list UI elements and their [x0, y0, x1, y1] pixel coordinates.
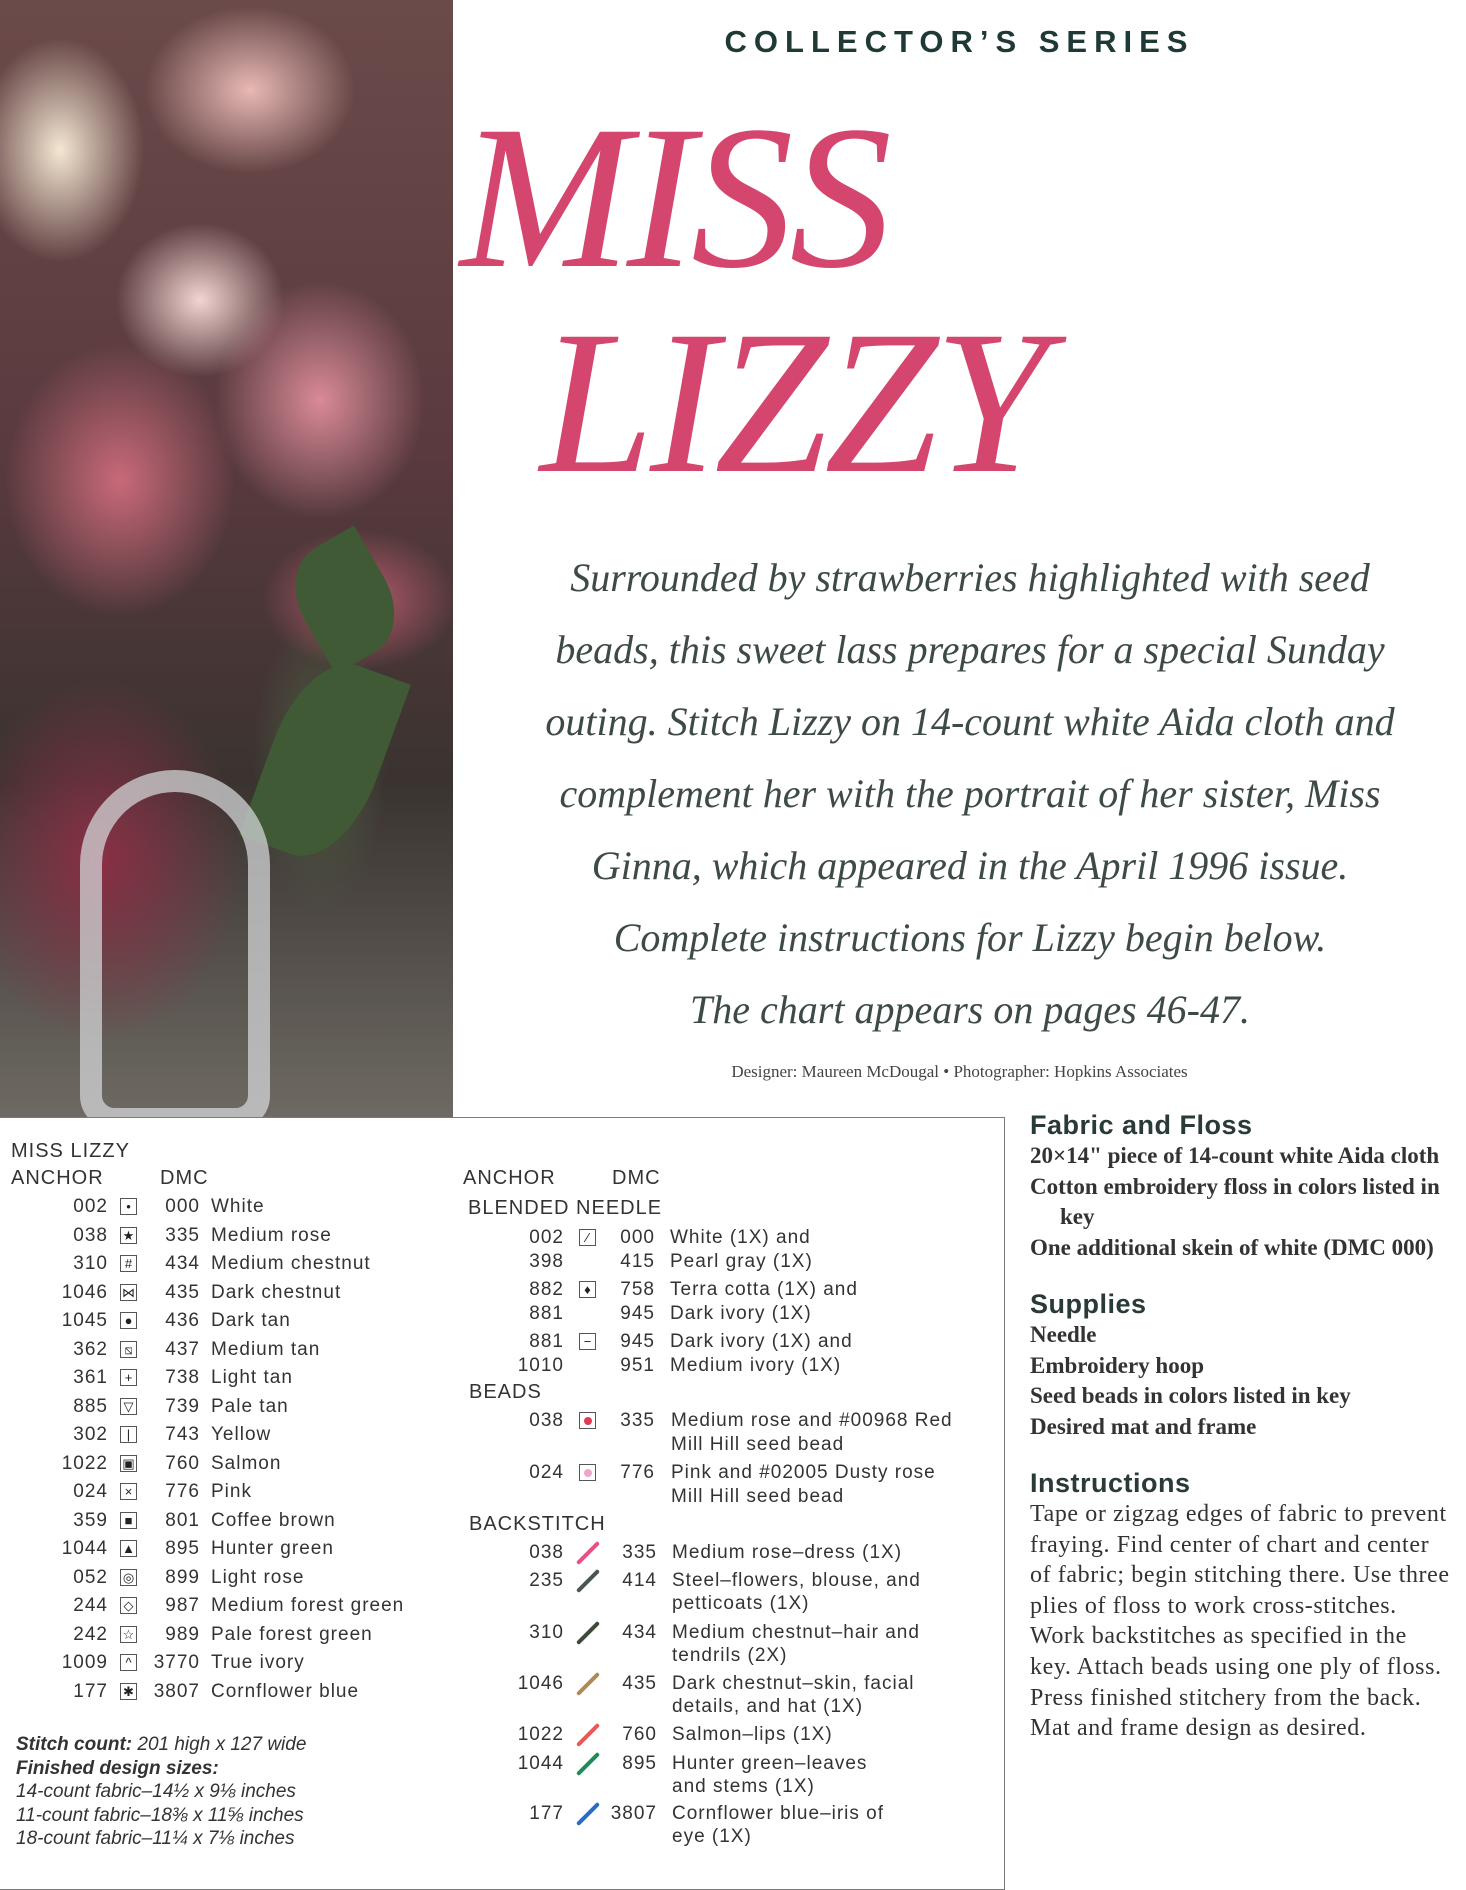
backstitch-name: Steel–flowers, blouse, and: [672, 1570, 921, 1591]
blended-anchor: 1010: [517, 1355, 564, 1376]
finished-sizes-label: Finished design sizes:: [16, 1757, 219, 1779]
stitch-count-label: Stitch count:: [16, 1734, 133, 1755]
floss-color-name: Medium rose: [211, 1224, 332, 1246]
floss-anchor: 177: [73, 1680, 108, 1702]
col-anchor-2: ANCHOR: [463, 1167, 556, 1189]
pitcher-handle: [80, 770, 270, 1118]
floss-anchor: 242: [73, 1623, 108, 1645]
blended-dmc: 951: [620, 1355, 655, 1376]
floss-symbol-icon: ×: [120, 1483, 137, 1500]
size-line: 11-count fabric–18⅜ x 11⅝ inches: [16, 1804, 304, 1826]
floss-dmc: 899: [165, 1566, 200, 1588]
supply-item: Desired mat and frame: [1030, 1413, 1257, 1439]
intro-line: The chart appears on pages 46-47.: [690, 987, 1250, 1032]
floss-symbol-icon: ⧅: [120, 1341, 137, 1358]
floss-anchor: 1046: [61, 1281, 108, 1303]
floss-anchor: 302: [73, 1424, 108, 1445]
backstitch-dmc: 895: [622, 1753, 657, 1774]
floss-symbol-icon: ▣: [120, 1455, 137, 1472]
intro-line: Surrounded by strawberries highlighted with seed: [570, 555, 1370, 600]
floss-anchor: 244: [73, 1595, 108, 1616]
intro-line: Complete instructions for Lizzy begin below.: [613, 915, 1327, 960]
series-label: COLLECTOR’S SERIES: [724, 24, 1195, 59]
supply-item: Needle: [1030, 1322, 1097, 1347]
bead-name: Mill Hill seed bead: [671, 1486, 845, 1507]
floss-color-name: Medium forest green: [211, 1595, 405, 1616]
credits: Designer: Maureen McDougal • Photographer: Hopkins Associates: [731, 1062, 1188, 1081]
supply-item: Embroidery hoop: [1030, 1352, 1205, 1378]
bead-swatch-icon: [579, 1464, 596, 1481]
floss-color-name: Dark tan: [211, 1310, 291, 1331]
floss-anchor: 359: [73, 1509, 108, 1531]
blended-name: Terra cotta (1X) and: [670, 1279, 858, 1300]
bead-name: Pink and #02005 Dusty rose: [671, 1462, 936, 1483]
backstitch-name: Medium rose–dress (1X): [672, 1542, 903, 1563]
fabric-item: 20×14" piece of 14-count white Aida cloth: [1030, 1143, 1440, 1168]
bead-dot: [584, 1417, 592, 1425]
floss-symbol-icon: ✱: [120, 1683, 137, 1700]
blended-anchor: 881: [529, 1303, 564, 1324]
bead-dmc: 776: [620, 1462, 655, 1483]
intro-line: beads, this sweet lass prepares for a special Sunday: [555, 627, 1385, 672]
floss-anchor: 1022: [61, 1452, 108, 1474]
backstitch-anchor: 038: [529, 1542, 564, 1563]
floss-dmc: 989: [165, 1623, 200, 1645]
floss-color-name: Coffee brown: [211, 1509, 336, 1531]
floss-anchor: 1009: [61, 1652, 108, 1673]
floss-color-name: Pale forest green: [211, 1623, 373, 1645]
floss-symbol-icon: ★: [120, 1227, 137, 1244]
backstitch-name: petticoats (1X): [672, 1593, 810, 1614]
backstitch-name: Cornflower blue–iris of: [672, 1803, 885, 1824]
floss-symbol-icon: ■: [120, 1512, 137, 1529]
floss-dmc: 000: [165, 1196, 200, 1217]
backstitch-name: and stems (1X): [672, 1776, 815, 1797]
floss-anchor: 024: [73, 1481, 108, 1502]
fabric-item: One additional skein of white (DMC 000): [1030, 1234, 1434, 1260]
blended-symbol-icon: ⁄: [579, 1229, 596, 1246]
bead-swatch-icon: [579, 1412, 596, 1429]
blended-dmc: 000: [620, 1227, 655, 1248]
blended-anchor: 398: [529, 1251, 564, 1272]
supply-item: Seed beads in colors listed in key: [1030, 1383, 1351, 1408]
backstitch-dmc: 434: [622, 1622, 657, 1643]
backstitch-dmc: 414: [622, 1570, 657, 1591]
floss-anchor: 362: [73, 1338, 108, 1360]
backstitch-anchor: 1046: [517, 1673, 564, 1694]
intro-paragraph: [490, 542, 1450, 1046]
floss-symbol-icon: ⋈: [122, 1284, 135, 1300]
key-title: MISS LIZZY: [11, 1140, 130, 1162]
blended-name: Pearl gray (1X): [670, 1251, 813, 1272]
floss-dmc: 739: [165, 1395, 200, 1417]
floss-color-name: White: [211, 1196, 265, 1217]
floss-color-name: Cornflower blue: [211, 1680, 360, 1702]
floss-dmc: 435: [165, 1281, 200, 1303]
blended-symbol-icon: ♦: [579, 1281, 596, 1298]
backstitch-name: tendrils (2X): [672, 1645, 788, 1666]
floss-anchor: 310: [73, 1253, 108, 1274]
blended-dmc: 945: [620, 1303, 655, 1324]
blended-symbol-icon: −: [579, 1333, 596, 1350]
title-miss: MISS: [460, 84, 889, 311]
backstitch-anchor: 1022: [517, 1724, 564, 1745]
size-line: 18-count fabric–11¼ x 7⅛ inches: [16, 1828, 295, 1849]
title-lizzy: LIZZY: [540, 289, 1045, 516]
backstitch-anchor: 235: [529, 1570, 564, 1591]
floss-symbol-icon: •: [120, 1198, 137, 1215]
floss-color-name: Hunter green: [211, 1538, 334, 1559]
floss-symbol-icon: |: [120, 1426, 137, 1443]
backstitch-name: details, and hat (1X): [672, 1696, 864, 1717]
floss-color-name: Dark chestnut: [211, 1281, 342, 1303]
col-dmc: DMC: [160, 1167, 209, 1189]
floss-color-name: Medium tan: [211, 1338, 321, 1360]
backstitch-dmc: 335: [622, 1542, 657, 1563]
floss-dmc: 3770: [153, 1652, 200, 1673]
floss-color-name: Yellow: [211, 1424, 272, 1445]
floss-anchor: 885: [73, 1395, 108, 1417]
blended-needle-heading: BLENDED NEEDLE: [468, 1197, 663, 1219]
floss-anchor: 052: [73, 1566, 108, 1588]
fabric-heading: Fabric and Floss: [1030, 1110, 1253, 1140]
blended-name: Dark ivory (1X): [670, 1303, 812, 1324]
lily-bouquet-photo: [0, 0, 453, 1118]
intro-line: outing. Stitch Lizzy on 14-count white Aida cloth and: [545, 699, 1395, 744]
floss-symbol-icon: ☆: [120, 1626, 137, 1643]
backstitch-name: eye (1X): [672, 1826, 752, 1847]
blended-anchor: 002: [529, 1227, 564, 1248]
floss-dmc: 987: [165, 1595, 200, 1616]
floss-symbol-icon: ◇: [120, 1597, 137, 1614]
floss-dmc: 436: [165, 1310, 200, 1331]
backstitch-dmc: 3807: [610, 1803, 657, 1824]
blended-dmc: 758: [620, 1279, 655, 1300]
floss-symbol-icon: ▲: [120, 1540, 137, 1557]
stitch-count-value: 201 high x 127 wide: [132, 1734, 307, 1755]
floss-symbol-icon: ●: [120, 1312, 137, 1329]
floss-color-name: Pink: [211, 1481, 252, 1502]
backstitch-name: Medium chestnut–hair and: [672, 1622, 920, 1643]
col-anchor: ANCHOR: [11, 1167, 104, 1189]
bead-name: Mill Hill seed bead: [671, 1434, 845, 1455]
floss-symbol-icon: ▽: [120, 1398, 137, 1415]
intro-line: Ginna, which appeared in the April 1996 issue.: [591, 843, 1349, 888]
bead-dmc: 335: [620, 1410, 655, 1431]
stitch-count-block: [16, 1733, 306, 1851]
bead-dot: [584, 1469, 592, 1477]
blended-dmc: 415: [620, 1251, 655, 1272]
floss-dmc: 760: [165, 1452, 200, 1474]
backstitch-dmc: 435: [622, 1673, 657, 1694]
backstitch-anchor: 177: [529, 1803, 564, 1824]
floss-color-name: Light tan: [211, 1367, 293, 1388]
backstitch-anchor: 1044: [517, 1753, 564, 1774]
blended-anchor: 881: [529, 1331, 564, 1352]
materials-column: [1030, 1110, 1450, 1744]
floss-symbol-icon: #: [120, 1255, 137, 1272]
blended-name: Medium ivory (1X): [670, 1355, 842, 1376]
backstitch-dmc: 760: [622, 1724, 657, 1745]
bead-anchor: 024: [529, 1462, 564, 1483]
floss-dmc: 437: [165, 1338, 200, 1360]
floss-anchor: 002: [73, 1196, 108, 1217]
blended-dmc: 945: [620, 1331, 655, 1352]
size-line: 14-count fabric–14½ x 9⅛ inches: [16, 1781, 296, 1802]
floss-dmc: 743: [165, 1424, 200, 1445]
floss-anchor: 361: [73, 1367, 108, 1388]
floss-symbol-icon: +: [120, 1369, 137, 1386]
floss-color-name: Medium chestnut: [211, 1253, 371, 1274]
floss-dmc: 335: [165, 1224, 200, 1246]
blended-name: White (1X) and: [670, 1227, 811, 1248]
backstitch-name: Salmon–lips (1X): [672, 1724, 833, 1745]
floss-anchor: 038: [73, 1224, 108, 1246]
floss-dmc: 776: [165, 1481, 200, 1502]
floss-symbol-icon: ◎: [120, 1569, 137, 1586]
blended-anchor: 882: [529, 1279, 564, 1300]
floss-symbol-icon: ^: [120, 1654, 137, 1671]
supplies-heading: Supplies: [1030, 1289, 1147, 1319]
beads-heading: BEADS: [469, 1381, 542, 1403]
floss-anchor: 1045: [61, 1310, 108, 1331]
bead-name: Medium rose and #00968 Red: [671, 1410, 953, 1431]
bead-anchor: 038: [529, 1410, 564, 1431]
backstitch-name: Dark chestnut–skin, facial: [672, 1673, 915, 1694]
fabric-item: Cotton embroidery floss in colors listed in key: [1030, 1173, 1440, 1229]
col-dmc-2: DMC: [612, 1167, 661, 1189]
floss-dmc: 738: [165, 1367, 200, 1388]
floss-dmc: 3807: [153, 1680, 200, 1702]
backstitch-heading: BACKSTITCH: [469, 1513, 606, 1535]
floss-dmc: 434: [165, 1253, 200, 1274]
floss-anchor: 1044: [61, 1538, 108, 1559]
intro-line: complement her with the portrait of her sister, Miss: [559, 771, 1381, 816]
floss-color-name: Pale tan: [211, 1395, 289, 1417]
blended-name: Dark ivory (1X) and: [670, 1331, 853, 1352]
floss-color-name: Light rose: [211, 1566, 305, 1588]
backstitch-name: Hunter green–leaves: [672, 1753, 868, 1774]
floss-dmc: 801: [165, 1509, 200, 1531]
instructions-text: Tape or zigzag edges of fabric to prevent fraying. Find center of chart and center of fabric; begin stitching there. Use three plies of floss to work cross-stitches. Work backstitches as specified in the key. Attach beads using one ply of floss. Press finished stitchery from the back. Mat and frame design as desired.: [1030, 1501, 1450, 1742]
floss-color-name: Salmon: [211, 1452, 282, 1474]
backstitch-anchor: 310: [529, 1622, 564, 1643]
floss-color-name: True ivory: [211, 1652, 305, 1673]
instructions-heading: Instructions: [1030, 1468, 1191, 1498]
floss-dmc: 895: [165, 1538, 200, 1559]
